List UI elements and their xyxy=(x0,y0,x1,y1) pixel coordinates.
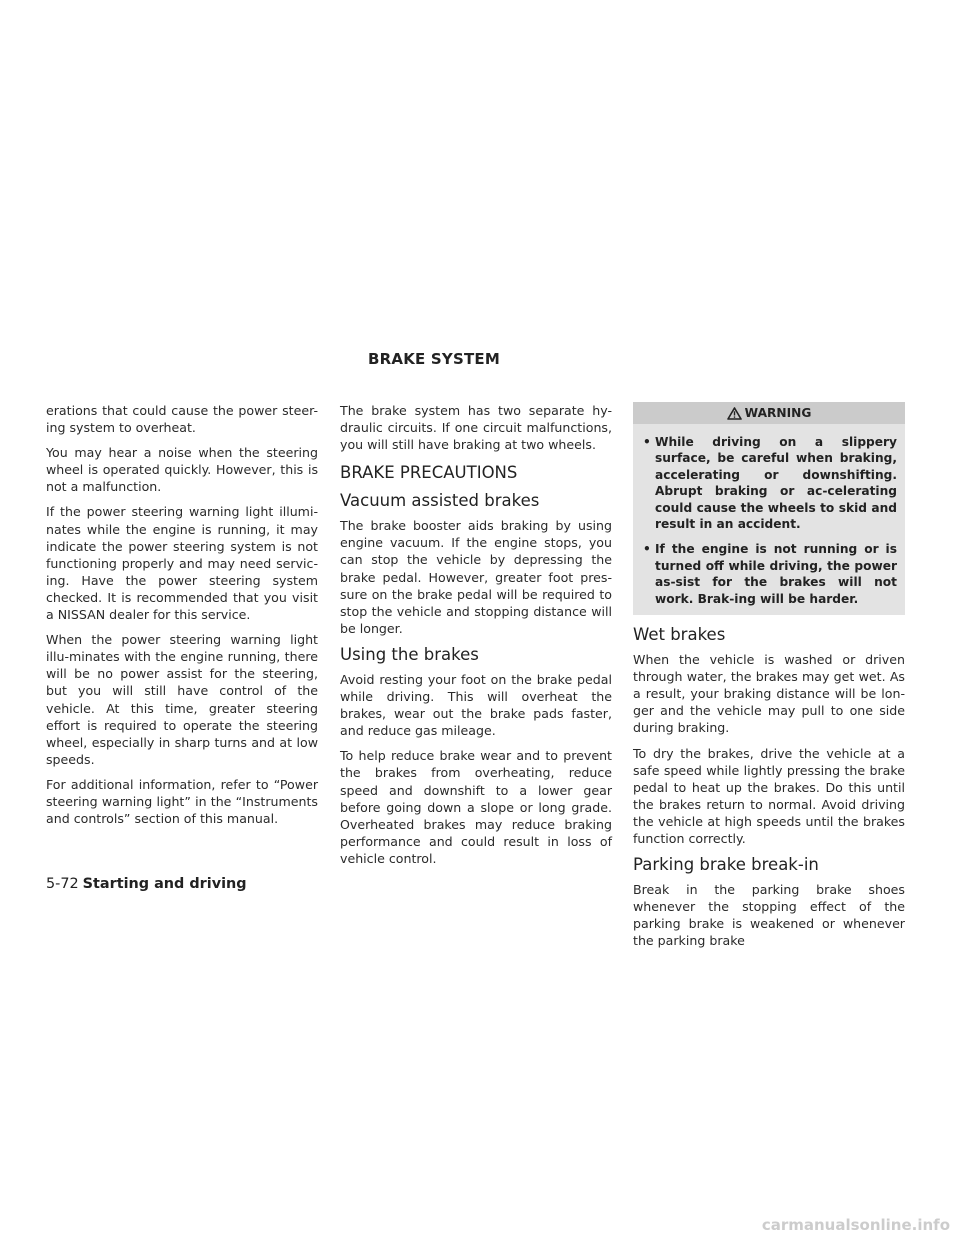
paragraph: The brake booster aids braking by using engine vacuum. If the engine stops, you can stop the vehicle by depressing the brake pedal. However, greater foot pres-sure on the brake pedal will be required to stop the vehicle and stopping distance will be longer. xyxy=(340,518,612,636)
column-left xyxy=(46,402,318,835)
paragraph: For additional information, refer to “Power steering warning light” in the “Instruments and controls” section of this manual. xyxy=(46,776,318,827)
footer-section-name: Starting and driving xyxy=(82,876,247,892)
warning-item-text: While driving on a slippery surface, be careful when braking, accelerating or downshifting. Abrupt braking or ac-celerating could cause the wheels to skid and result in an accident. xyxy=(655,435,897,532)
heading-using-the-brakes: Using the brakes xyxy=(340,644,479,664)
warning-triangle-icon xyxy=(727,407,742,420)
heading-parking-brake-break-in: Parking brake break-in xyxy=(633,855,819,875)
page-footer xyxy=(46,876,247,892)
page-number: 5-72 xyxy=(46,876,79,892)
paragraph: You may hear a noise when the steering wheel is operated quickly. However, this is not a malfunction. xyxy=(46,445,318,495)
heading-brake-precautions: BRAKE PRECAUTIONS xyxy=(340,463,518,483)
paragraph: The brake system has two separate hy-draulic circuits. If one circuit malfunctions, you will still have braking at two wheels. xyxy=(340,403,612,453)
paragraph: Break in the parking brake shoes whenever the stopping effect of the parking brake is weakened or whenever the parking brake xyxy=(633,882,905,949)
column-middle xyxy=(340,402,612,875)
paragraph: To help reduce brake wear and to prevent the brakes from overheating, reduce speed and downshift to a lower gear before going down a slope or long grade. Overheated brakes may reduce braking performance and could result in loss of vehicle control. xyxy=(340,748,612,866)
paragraph: When the vehicle is washed or driven through water, the brakes may get wet. As a result, your braking distance will be lon-ger and the vehicle may pull to one side during braking. xyxy=(633,652,905,736)
bullet: • xyxy=(643,435,651,449)
paragraph: When the power steering warning light illu-minates with the engine running, there will be no power assist for the steering, but you will still have control of the vehicle. At this time, greater steering effort is required to operate the steering wheel, especially in sharp turns and at low speeds. xyxy=(46,632,318,767)
column-right xyxy=(633,402,905,957)
paragraph: erations that could cause the power steer-ing system to overheat. xyxy=(46,403,318,436)
heading-vacuum-assisted-brakes: Vacuum assisted brakes xyxy=(340,491,540,511)
warning-item xyxy=(643,541,897,607)
warning-list xyxy=(633,424,905,607)
warning-item-text: If the engine is not running or is turned off while driving, the power as-sist for the brakes will not work. Brak-ing will be harder. xyxy=(655,542,897,606)
warning-box xyxy=(633,402,905,615)
warning-title: WARNING xyxy=(744,406,812,420)
warning-item xyxy=(643,434,897,532)
paragraph: To dry the brakes, drive the vehicle at a safe speed while lightly pressing the brake pedal to heat up the brakes. Do this until the brakes return to normal. Avoid driving the vehicle at high speeds until the brakes function correctly. xyxy=(633,745,905,846)
paragraph: If the power steering warning light illumi-nates while the engine is running, it may indicate the power steering system is not functioning properly and may need servic-ing. Have the power steering system checked. It is recommended that you visit a NISSAN dealer for this service. xyxy=(46,504,318,623)
heading-wet-brakes: Wet brakes xyxy=(633,625,726,645)
paragraph: Avoid resting your foot on the brake pedal while driving. This will overheat the brakes, wear out the brake pads faster, and reduce gas mileage. xyxy=(340,671,612,739)
bullet: • xyxy=(643,542,651,557)
section-title: BRAKE SYSTEM xyxy=(368,350,500,368)
warning-header xyxy=(633,402,905,424)
watermark: carmanualsonline.info xyxy=(761,1216,950,1234)
